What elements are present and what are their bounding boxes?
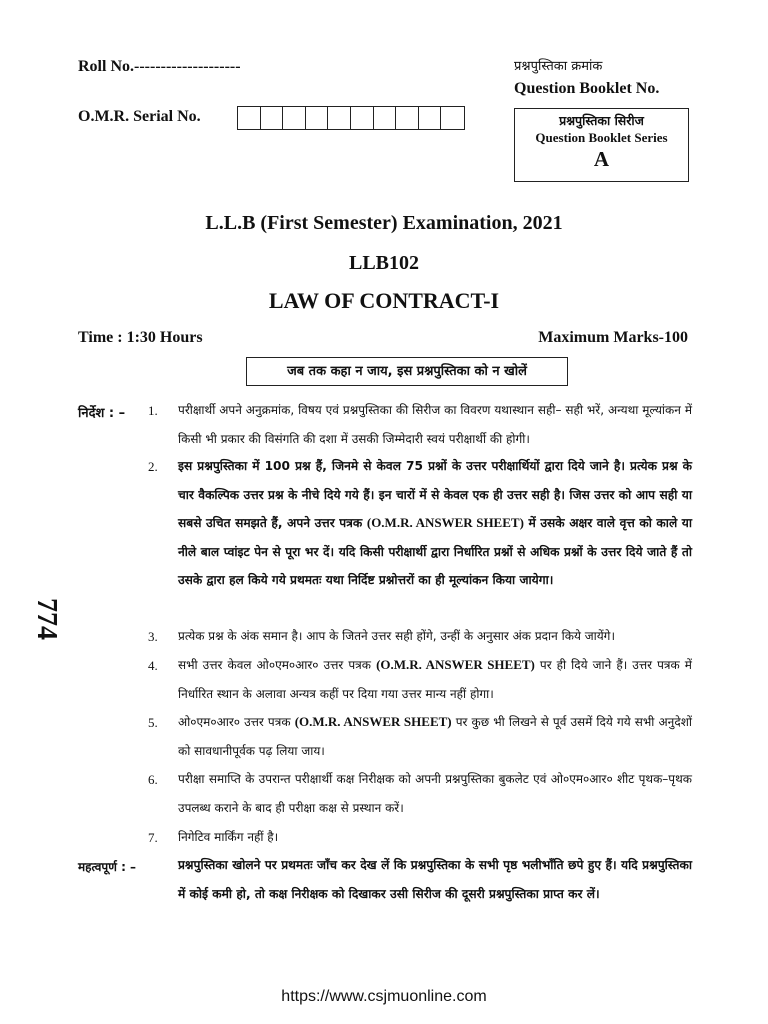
instruction-7-number: 7. <box>148 830 158 845</box>
instruction-4-text-b: पर ही दिये जाने हैं। उत्तर पत्रक में निर्धारित स्थान के अलावा अन्यत्र कहीं पर दिया गया उत्तर मान्य नहीं होगा। <box>178 658 692 701</box>
instruction-5-text-b: पर कुछ भी लिखने से पूर्व उसमें दिये गये सभी अनुदेशों को सावधानीपूर्वक पढ़ लिया जाय। <box>178 715 692 758</box>
instruction-2-number: 2. <box>148 459 158 474</box>
instruction-3-text: प्रत्येक प्रश्न के अंक समान है। आप के जितने उत्तर सही होंगे, उन्हीं के अनुसार अंक प्रदान किये जायेंगे। <box>178 629 615 643</box>
instructions-label: निर्देश : – <box>78 406 126 421</box>
instruction-2-text-a: इस प्रश्नपुस्तिका में 100 प्रश्न हैं, जिनमे से केवल 75 प्रश्नों के उत्तर परीक्षार्थियों द्वारा दिये जाने है। प्रत्येक प्रश्न के चार वैकल्पिक उत्तर प्रश्न के नीचे दिये गये हैं। इन चारों में से केवल एक ही उत्तर सही है। जिस उत्तर को आप सही या सबसे उचित समझते हैं, अपने उत्तर पत्रक <box>178 459 692 530</box>
max-marks: Maximum Marks-100 <box>538 329 688 346</box>
side-code: 774 <box>31 598 62 640</box>
omr-serial-label: O.M.R. Serial No. <box>78 108 201 125</box>
instruction-5-number: 5. <box>148 715 158 730</box>
instruction-6-number: 6. <box>148 772 158 787</box>
instruction-5-text <box>178 708 692 765</box>
instruction-4-text-a: सभी उत्तर केवल ओ०एम०आर० उत्तर पत्रक <box>178 658 372 672</box>
instruction-4-text <box>178 651 692 708</box>
source-url: https://www.csjmuonline.com <box>281 988 487 1005</box>
series-label: Question Booklet Series <box>535 130 668 145</box>
instruction-5-text-a: ओ०एम०आर० उत्तर पत्रक <box>178 715 291 729</box>
exam-title: L.L.B (First Semester) Examination, 2021 <box>205 212 563 234</box>
omr-answer-sheet-term: (O.M.R. ANSWER SHEET) <box>294 714 452 729</box>
booklet-no-label: Question Booklet No. <box>514 80 660 97</box>
omr-answer-sheet-term: (O.M.R. ANSWER SHEET) <box>376 657 535 672</box>
important-text: प्रश्नपुस्तिका खोलने पर प्रथमतः जाँच कर देख लें कि प्रश्नपुस्तिका के सभी पृष्ठ भलीभाँति छपे हुए हैं। यदि प्रश्नपुस्तिका में कोई कमी हो, तो कक्ष निरीक्षक को दिखाकर उसी सिरीज की दूसरी प्रश्नपुस्तिका प्राप्त कर लें। <box>178 858 692 901</box>
roll-no-field: Roll No.-------------------- <box>78 58 241 75</box>
instruction-6-text: परीक्षा समाप्ति के उपरान्त परीक्षार्थी कक्ष निरीक्षक को अपनी प्रश्नपुस्तिका बुकलेट एवं ओ०एम०आर० शीट पृथक–पृथक उपलब्ध कराने के बाद ही परीक्षा कक्ष से प्रस्थान करें। <box>178 772 692 815</box>
instruction-3-number: 3. <box>148 629 158 644</box>
instruction-2-text-b: में उसके अक्षर वाले वृत्त को काले या नीले बाल प्वांइट पेन से पूरा भर दें। यदि किसी परीक्षार्थी द्वारा निर्धारित प्रश्नों से अधिक प्रश्नों के उत्तर दिये जाते हैं तो उसके द्वारा हल किये गये प्रथमतः यथा निर्दिष्ट प्रश्नोत्तरों का ही मूल्यांकन किया जायेगा। <box>178 516 692 587</box>
booklet-series-box <box>514 108 689 182</box>
omr-answer-sheet-term: (O.M.R. ANSWER SHEET) <box>366 515 524 530</box>
important-label: महत्वपूर्ण : – <box>78 860 137 874</box>
instruction-2-text <box>178 452 692 595</box>
instruction-1-number: 1. <box>148 403 158 418</box>
omr-serial-boxes <box>237 106 465 130</box>
series-value: A <box>593 147 610 171</box>
subject-title: LAW OF CONTRACT-I <box>268 288 500 313</box>
instruction-4-number: 4. <box>148 658 158 673</box>
instruction-7-text: निगेटिव मार्किंग नहीं है। <box>178 830 279 844</box>
booklet-no-hindi: प्रश्नपुस्तिका क्रमांक <box>514 59 603 74</box>
exam-time: Time : 1:30 Hours <box>78 329 203 346</box>
instruction-1-text: परीक्षार्थी अपने अनुक्रमांक, विषय एवं प्रश्नपुस्तिका की सिरीज का विवरण यथास्थान सही– सही भरें, अन्यथा मूल्यांकन में किसी भी प्रकार की विसंगति की दशा में उसकी जिम्मेदारी स्वयं परीक्षार्थी की होगी। <box>178 403 692 446</box>
do-not-open-warning: जब तक कहा न जाय, इस प्रश्नपुस्तिका को न खोलें <box>246 357 568 386</box>
series-hindi-label: प्रश्नपुस्तिका सिरीज <box>559 113 644 128</box>
paper-code: LLB102 <box>348 252 420 274</box>
